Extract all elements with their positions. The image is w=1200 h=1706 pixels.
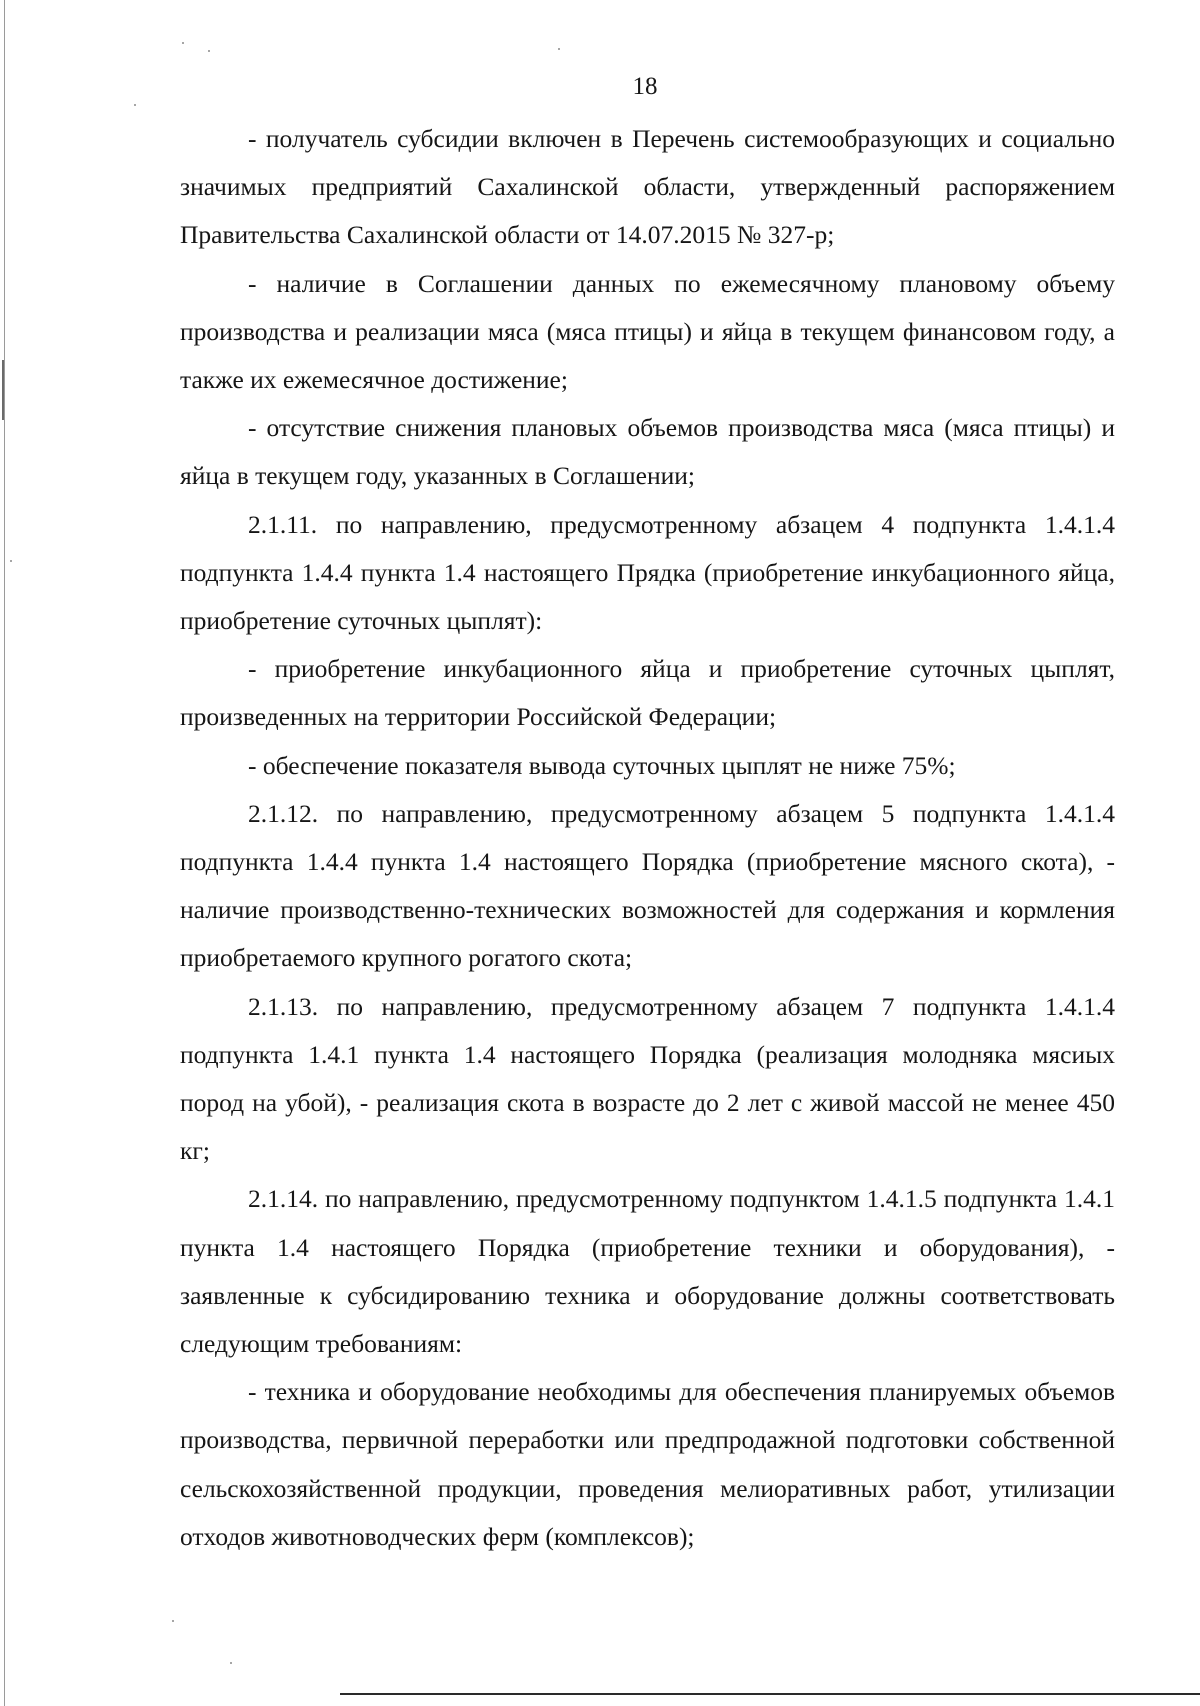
scan-speck bbox=[10, 560, 12, 562]
scan-speck bbox=[134, 104, 136, 106]
scan-edge-line bbox=[4, 0, 5, 1706]
page-number: 18 bbox=[632, 73, 658, 100]
paragraph-2-1-13: 2.1.13. по направлению, предусмотренному абзацем 7 подпункта 1.4.1.4 подпункта 1.4.1 пункта 1.4 настоящего Порядка (реализация молодняка мясиых пород на убой), - реализация скота в возрасте до 2 лет с живой массой не менее 450 кг; bbox=[180, 991, 1115, 1166]
paragraph-system-enterprises: - получатель субсидии включен в Перечень системообразующих и социально значимых предприятий Сахалинской области, утвержденный распоряжением Правительства Сахалинской области от 14.07.2015 № 327-р; bbox=[180, 124, 1115, 250]
paragraph-2-1-12: 2.1.12. по направлению, предусмотренному абзацем 5 подпункта 1.4.1.4 подпункта 1.4.4 пункта 1.4 настоящего Порядка (приобретение мясного скота), - наличие производственно-технических возможностей для содержания и кормления приобретаемого крупного рогатого скота; bbox=[180, 798, 1115, 973]
paragraph-hatch-rate: - обеспечение показателя вывода суточных цыплят не ниже 75%; bbox=[248, 750, 956, 780]
scan-speck bbox=[558, 48, 560, 50]
paragraph-no-reduction: - отсутствие снижения плановых объемов производства мяса (мяса птицы) и яйца в текущем году, указанных в Соглашении; bbox=[180, 413, 1115, 491]
paragraph-equipment-requirements: - техника и оборудование необходимы для обеспечения планируемых объемов производства, первичной переработки или предпродажной подготовки собственной сельскохозяйственной продукции, проведения мелиоративных работ, утилизации отходов животноводческих ферм (комплексов); bbox=[180, 1377, 1115, 1551]
scan-speck bbox=[208, 50, 210, 52]
paragraph-monthly-volume: - наличие в Соглашении данных по ежемесячному плановому объему производства и реализации мяса (мяса птицы) и яйца в текущем финансовом году, а также их ежемесячное достижение; bbox=[180, 268, 1115, 395]
bottom-rule bbox=[340, 1693, 1200, 1695]
scan-speck bbox=[182, 42, 184, 44]
paragraph-eggs-chicks-origin: - приобретение инкубационного яйца и приобретение суточных цыплят, произведенных на территории Российской Федерации; bbox=[180, 654, 1115, 732]
scan-edge-mark bbox=[2, 360, 4, 420]
paragraph-2-1-11: 2.1.11. по направлению, предусмотренному абзацем 4 подпункта 1.4.1.4 подпункта 1.4.4 пункта 1.4 настоящего Прядка (приобретение инкубационного яйца, приобретение суточных цыплят): bbox=[180, 509, 1115, 636]
document-body bbox=[180, 115, 1115, 1561]
paragraph-2-1-14: 2.1.14. по направлению, предусмотренному подпунктом 1.4.1.5 подпункта 1.4.1 пункта 1.4 настоящего Порядка (приобретение техники и оборудования), - заявленные к субсидированию техника и оборудование должны соответствовать следующим требованиям: bbox=[180, 1184, 1115, 1359]
scan-speck bbox=[230, 1662, 232, 1664]
scan-speck bbox=[172, 1620, 174, 1622]
